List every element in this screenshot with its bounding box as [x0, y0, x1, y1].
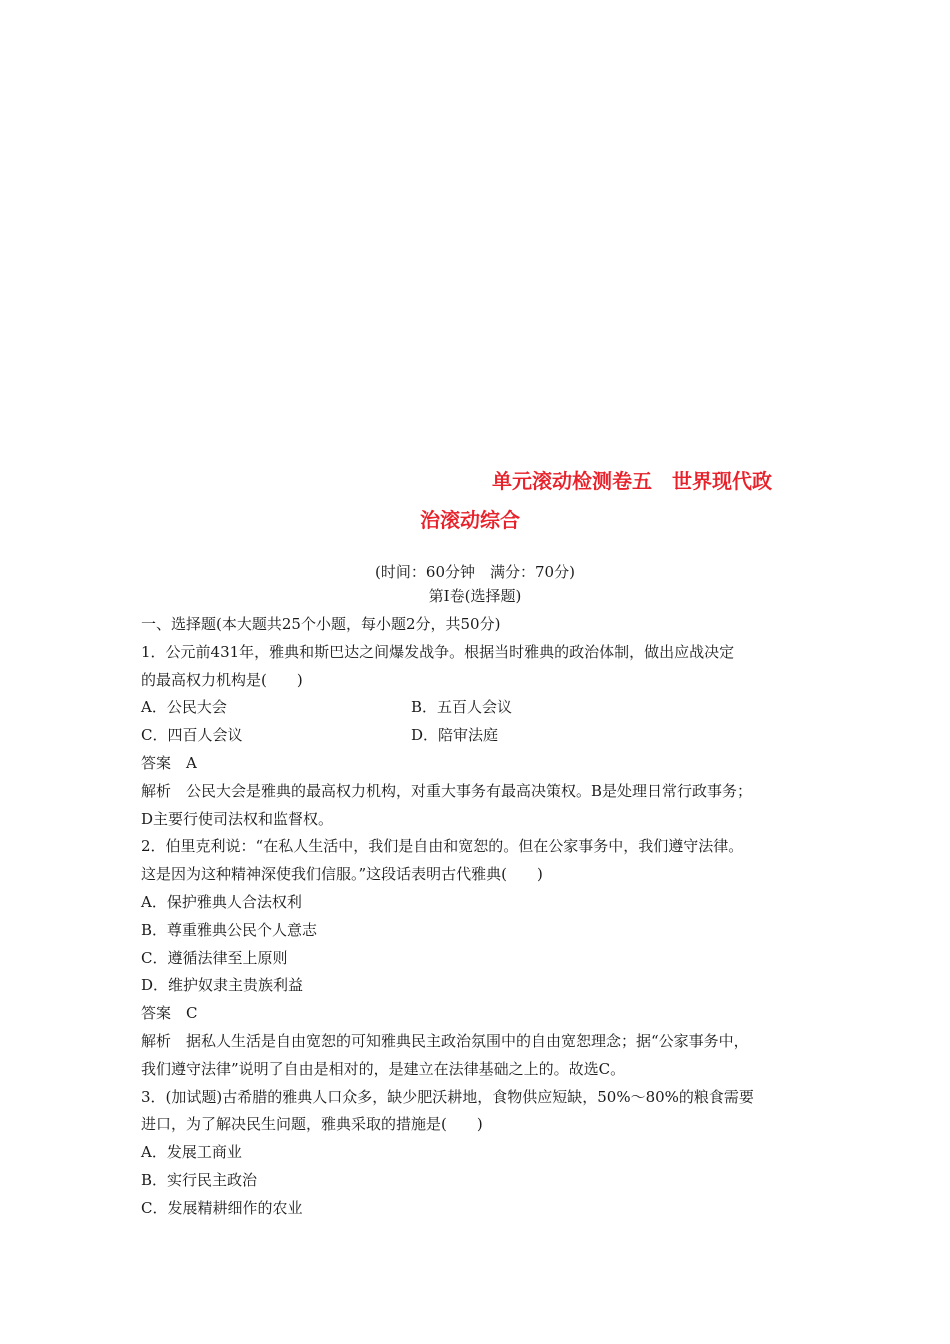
title-line-2: 治滚动综合: [420, 508, 520, 532]
q1-option-b: B．五百人会议: [411, 698, 513, 717]
title-line-1: 单元滚动检测卷五 世界现代政: [492, 469, 772, 493]
q3-option-c: C．发展精耕细作的农业: [141, 1198, 303, 1217]
q2-option-c: C．遵循法律至上原则: [141, 948, 288, 967]
q1-option-c: C．四百人会议: [141, 726, 243, 745]
q3-line-1: 3．(加试题)古希腊的雅典人口众多，缺少肥沃耕地，食物供应短缺，50%～80%的粮食需要: [141, 1087, 754, 1106]
q1-line-1: 1．公元前431年，雅典和斯巴达之间爆发战争。根据当时雅典的政治体制，做出应战决定: [141, 642, 735, 661]
q1-options-row-1: [141, 694, 821, 722]
q2-line-1: 2．伯里克利说：“在私人生活中，我们是自由和宽恕的。但在公家事务中，我们遵守法律。: [141, 837, 744, 856]
questions-body: [141, 611, 821, 1223]
q2-analysis-2: 我们遵守法律”说明了自由是相对的，是建立在法律基础之上的。故选C。: [141, 1059, 626, 1078]
section-title: 第Ⅰ卷(选择题): [428, 587, 522, 605]
q1-option-a: A．公民大会: [141, 698, 227, 717]
q2-analysis-1: 解析 据私人生活是自由宽恕的可知雅典民主政治氛围中的自由宽恕理念；据“公家事务中，: [141, 1031, 749, 1050]
q1-analysis-2: D主要行使司法权和监督权。: [141, 809, 334, 828]
q2-option-b: B．尊重雅典公民个人意志: [141, 920, 318, 939]
q1-options-row-2: [141, 722, 821, 750]
q1-analysis-1: 解析 公民大会是雅典的最高权力机构，对重大事务有最高决策权。B是处理日常行政事务；: [141, 781, 753, 800]
q1-answer: 答案 A: [141, 753, 197, 772]
q3-line-2: 进口，为了解决民生问题，雅典采取的措施是( ): [141, 1115, 483, 1134]
q2-line-2: 这是因为这种精神深使我们信服。”这段话表明古代雅典( ): [141, 865, 543, 884]
q2-answer: 答案 C: [141, 1004, 198, 1023]
q3-option-b: B．实行民主政治: [141, 1170, 258, 1189]
time-info: (时间：60分钟 满分：70分): [375, 563, 575, 581]
q1-line-2: 的最高权力机构是( ): [141, 670, 303, 689]
q2-option-a: A．保护雅典人合法权利: [141, 892, 302, 911]
part-heading: 一、选择题(本大题共25个小题，每小题2分，共50分): [141, 615, 501, 633]
q1-option-d: D．陪审法庭: [411, 726, 499, 745]
q2-option-d: D．维护奴隶主贵族利益: [141, 976, 304, 995]
q3-option-a: A．发展工商业: [141, 1143, 242, 1162]
